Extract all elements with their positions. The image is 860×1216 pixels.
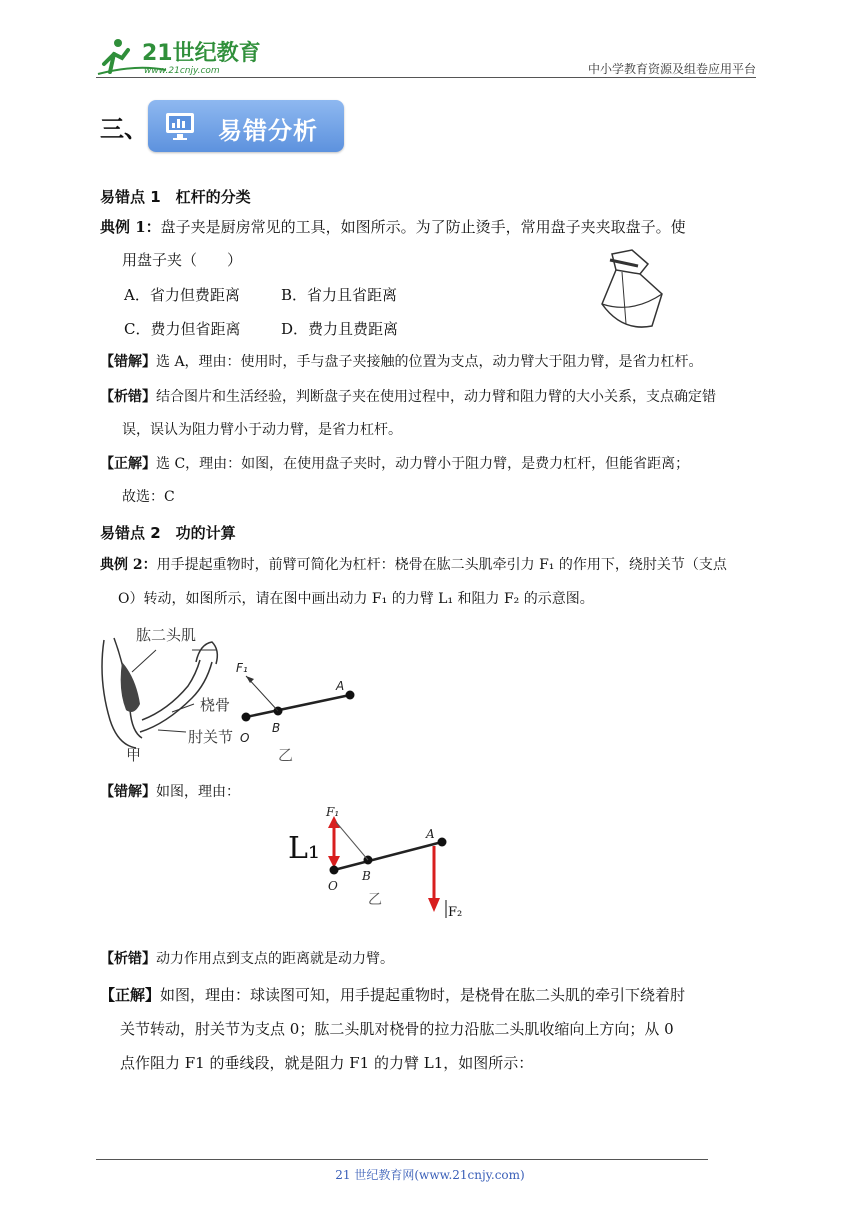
label-a: A bbox=[336, 679, 345, 693]
section-badge bbox=[148, 100, 344, 152]
label-jia: 甲 bbox=[126, 746, 142, 764]
label-l1: L₁ bbox=[288, 831, 320, 866]
wrong-text: 选 A，理由：使用时，手与盘子夹接触的位置为支点，动力臂大于阻力臂，是省力杠杆。 bbox=[156, 354, 703, 370]
point1-wrong bbox=[100, 354, 703, 371]
point1-example-cont: 用盘子夹（ ） bbox=[122, 251, 243, 269]
point1-answer: 故选：C bbox=[122, 489, 175, 505]
point1-title: 易错点 1 杠杆的分类 bbox=[100, 188, 251, 206]
label-o: O bbox=[328, 879, 338, 893]
point2-correct bbox=[100, 986, 685, 1004]
arm-lever-figure bbox=[96, 620, 366, 766]
point1-example bbox=[100, 218, 686, 236]
analysis-label: 【析错】 bbox=[100, 951, 156, 967]
option-c: C．费力但省距离 bbox=[124, 320, 241, 338]
example-text: 盘子夹是厨房常见的工具，如图所示。为了防止烫手，常用盘子夹夹取盘子。使 bbox=[160, 218, 686, 236]
plate-clip-figure bbox=[592, 244, 670, 334]
section-number: 三、 bbox=[100, 115, 148, 143]
label-a: A bbox=[426, 827, 435, 841]
example-label: 典例 2： bbox=[100, 557, 157, 573]
correct-text: 选 C，理由：如图，在使用盘子夹时，动力臂小于阻力臂，是费力杠杆，但能省距离； bbox=[156, 456, 690, 472]
example-label: 典例 1： bbox=[100, 218, 161, 236]
svg-text:21世纪教育: 21世纪教育 bbox=[142, 41, 261, 66]
site-logo bbox=[96, 34, 266, 78]
label-elbow: 肘关节 bbox=[188, 728, 234, 746]
label-biceps: 肱二头肌 bbox=[136, 626, 197, 644]
point2-analysis bbox=[100, 951, 394, 968]
correct-text: 如图，理由：球读图可知，用手提起重物时，是桡骨在肱二头肌的牵引下绕着肘 bbox=[160, 986, 686, 1004]
analysis-label: 【析错】 bbox=[100, 389, 156, 405]
example-text: 用手提起重物时，前臂可简化为杠杆：桡骨在肱二头肌牵引力 F₁ 的作用下，绕肘关节（支点 bbox=[156, 557, 727, 573]
label-f1: F₁ bbox=[236, 661, 248, 675]
platform-name: 中小学教育资源及组卷应用平台 bbox=[587, 62, 756, 76]
label-f2: F₂ bbox=[448, 905, 463, 920]
correct-label: 【正解】 bbox=[100, 456, 156, 472]
point1-correct bbox=[100, 456, 689, 473]
svg-text:www.21cnjy.com: www.21cnjy.com bbox=[144, 66, 220, 76]
point2-correct-cont1: 关节转动，肘关节为支点 0；肱二头肌对桡骨的拉力沿肱二头肌收缩向上方向；从 0 bbox=[120, 1020, 674, 1038]
analysis-text: 动力作用点到支点的距离就是动力臂。 bbox=[156, 951, 394, 967]
label-f1: F₁ bbox=[326, 805, 340, 819]
monitor-icon bbox=[164, 110, 196, 142]
option-d: D．费力且费距离 bbox=[281, 320, 399, 338]
point1-analysis-cont: 误，误认为阻力臂小于动力臂，是省力杠杆。 bbox=[122, 422, 402, 438]
wrong-label: 【错解】 bbox=[100, 784, 156, 800]
option-b: B．省力且省距离 bbox=[281, 286, 398, 304]
label-radius: 桡骨 bbox=[200, 696, 231, 714]
point2-wrong bbox=[100, 784, 240, 801]
wrong-text: 如图，理由： bbox=[156, 784, 240, 800]
label-b: B bbox=[272, 721, 281, 735]
wrong-solution-figure bbox=[286, 800, 486, 922]
footer-link[interactable]: 21 世纪教育网(www.21cnjy.com) bbox=[335, 1168, 525, 1182]
label-yi: 乙 bbox=[368, 892, 382, 908]
point2-correct-cont2: 点作阻力 F1 的垂线段，就是阻力 F1 的力臂 L1，如图所示： bbox=[120, 1054, 534, 1072]
correct-label: 【正解】 bbox=[100, 986, 161, 1004]
header-divider bbox=[96, 77, 756, 78]
wrong-label: 【错解】 bbox=[100, 354, 156, 370]
label-yi: 乙 bbox=[278, 746, 294, 764]
point2-example bbox=[100, 557, 727, 574]
point1-analysis bbox=[100, 389, 716, 406]
section-badge-label: 易错分析 bbox=[218, 117, 318, 145]
option-a: A．省力但费距离 bbox=[124, 286, 240, 304]
analysis-text: 结合图片和生活经验，判断盘子夹在使用过程中，动力臂和阻力臂的大小关系，支点确定错 bbox=[156, 389, 716, 405]
label-b: B bbox=[362, 869, 371, 883]
label-o: O bbox=[240, 731, 250, 745]
point2-title: 易错点 2 功的计算 bbox=[100, 524, 236, 542]
point2-example-cont: O）转动，如图所示，请在图中画出动力 F₁ 的力臂 L₁ 和阻力 F₂ 的示意图。 bbox=[118, 591, 594, 607]
footer-divider bbox=[96, 1159, 708, 1160]
